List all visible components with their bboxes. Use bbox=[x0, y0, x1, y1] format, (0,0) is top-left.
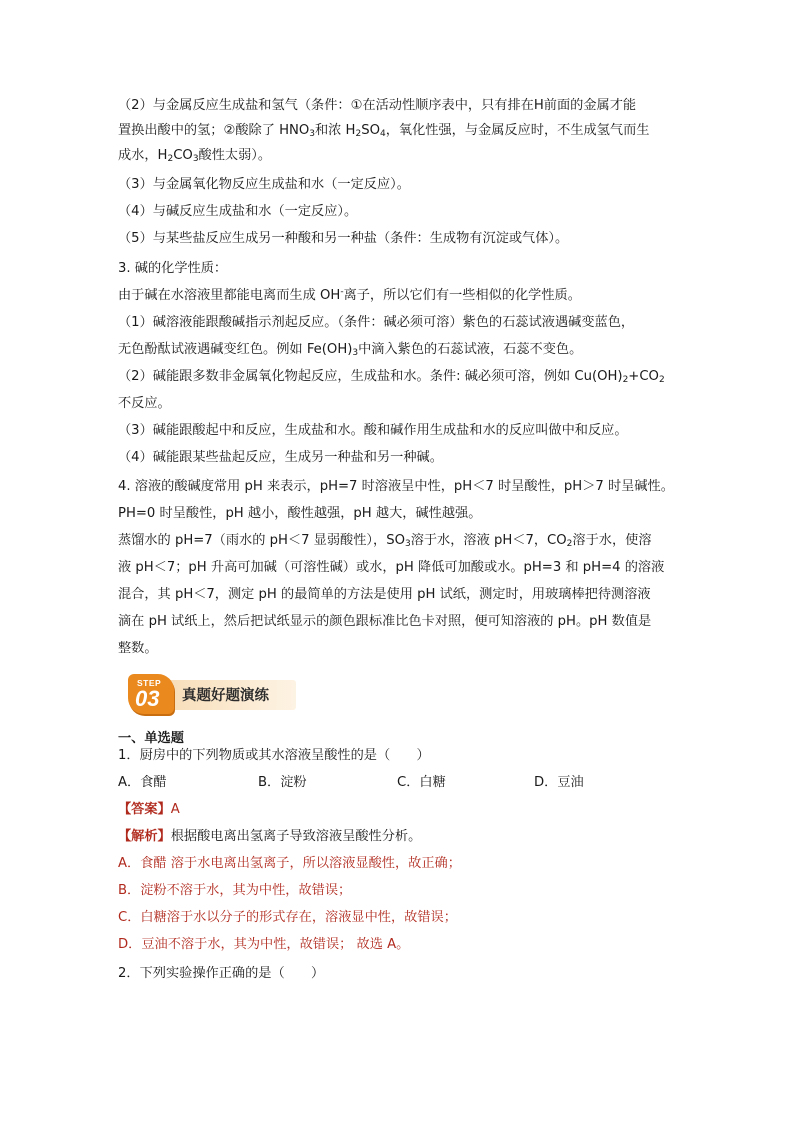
question-1-stem: 1．厨房中的下列物质或其水溶液呈酸性的是（ ） bbox=[118, 748, 430, 763]
base-intro: 由于碱在水溶液里都能电离而生成 OH-离子，所以它们有一些相似的化学性质。 bbox=[118, 287, 581, 303]
base-property-3: （3）碱能跟酸起中和反应，生成盐和水。酸和碱作用生成盐和水的反应叫做中和反应。 bbox=[118, 423, 628, 438]
ph-text-line5: 整数。 bbox=[118, 641, 158, 656]
option-c: C．白糖 bbox=[397, 775, 446, 790]
explanation-c: C．白糖溶于水以分子的形式存在，溶液显中性，故错误； bbox=[118, 910, 457, 925]
base-property-1-line2: 无色酚酞试液遇碱变红色。例如 $Fe(OH)_3$中滴入紫色的石蕊试液，石蕊不变色。 bbox=[118, 342, 583, 358]
step-banner bbox=[124, 672, 296, 716]
acid-property-4: （4）与碱反应生成盐和水（一定反应）。 bbox=[118, 204, 358, 219]
base-property-4: （4）碱能跟某些盐起反应，生成另一种盐和另一种碱。 bbox=[118, 450, 443, 465]
acid-property-3: （3）与金属氧化物反应生成盐和水（一定反应）。 bbox=[118, 177, 410, 192]
ph-text-line4: 滴在 pH 试纸上，然后把试纸显示的颜色跟标准比色卡对照，便可知溶液的 pH。pH 数值是 bbox=[118, 614, 652, 629]
ph-text-line1: 蒸馏水的 pH=7（雨水的 pH＜7 显弱酸性），$SO_3$溶于水，溶液 pH＜7，$CO_2$溶于水，使溶 bbox=[118, 533, 652, 549]
answer-label: 【答案】 bbox=[118, 802, 171, 817]
base-property-1-line1: （1）碱溶液能跟酸碱指示剂起反应。（条件：碱必须可溶）紫色的石蕊试液遇碱变蓝色， bbox=[118, 315, 635, 330]
section-heading-single-choice: 一、单选题 bbox=[118, 731, 184, 746]
acid-property-2-line1: （2）与金属反应生成盐和氢气（条件：①在活动性顺序表中，只有排在H前面的金属才能 bbox=[118, 98, 637, 113]
ph-text-line3: 混合，其 pH＜7，测定 pH 的最简单的方法是使用 pH 试纸，测定时，用玻璃棒把待测溶液 bbox=[118, 587, 651, 602]
explanation-a: A．食醋 溶于水电离出氢离子，所以溶液显酸性，故正确； bbox=[118, 856, 461, 871]
answer-value: A bbox=[170, 802, 180, 817]
option-b: B．淀粉 bbox=[258, 775, 307, 790]
step-word: STEP bbox=[137, 678, 162, 688]
option-d: D．豆油 bbox=[534, 775, 584, 790]
base-property-2-line2: 不反应。 bbox=[118, 396, 171, 411]
base-property-2-line1: （2）碱能跟多数非金属氧化物起反应，生成盐和水。条件: 碱必须可溶，例如 $Cu(OH)_2+CO_2$ bbox=[118, 369, 665, 385]
question-1-analysis bbox=[118, 827, 688, 847]
explanation-d: D．豆油不溶于水，其为中性，故错误； 故选 A。 bbox=[118, 937, 410, 952]
question-2-stem: 2．下列实验操作正确的是（ ） bbox=[118, 966, 325, 981]
acid-property-2-line3: 成水，$H_2CO_3$酸性太弱）。 bbox=[118, 148, 272, 164]
analysis-text: 根据酸电离出氢离子导致溶液呈酸性分析。 bbox=[170, 829, 422, 844]
ph-text-line2: 液 pH＜7；pH 升高可加碱（可溶性碱）或水，pH 降低可加酸或水。pH=3 和 pH=4 的溶液 bbox=[118, 560, 665, 575]
ph-heading-line2: PH=0 时呈酸性，pH 越小，酸性越强，pH 越大，碱性越强。 bbox=[118, 506, 482, 521]
step-number: 03 bbox=[135, 686, 160, 711]
acid-property-2-line2: 置换出酸中的氢；②酸除了 $HNO_3$和浓 $H_2SO_4$，氧化性强，与金属反应时，不生成氢气而生 bbox=[118, 123, 650, 139]
acid-property-5: （5）与某些盐反应生成另一种酸和另一种盐（条件：生成物有沉淀或气体）。 bbox=[118, 231, 569, 246]
ph-heading-line1: 4. 溶液的酸碱度常用 pH 来表示，pH=7 时溶液呈中性，pH＜7 时呈酸性，pH＞7 时呈碱性。 bbox=[118, 479, 674, 494]
explanation-b: B．淀粉不溶于水，其为中性，故错误； bbox=[118, 883, 352, 898]
option-a: A．食醋 bbox=[118, 775, 167, 790]
question-1-answer bbox=[118, 800, 688, 820]
banner-title: 真题好题演练 bbox=[182, 688, 269, 704]
analysis-label: 【解析】 bbox=[118, 829, 171, 844]
section-heading-base: 3. 碱的化学性质： bbox=[118, 261, 228, 276]
step-badge bbox=[128, 674, 174, 714]
